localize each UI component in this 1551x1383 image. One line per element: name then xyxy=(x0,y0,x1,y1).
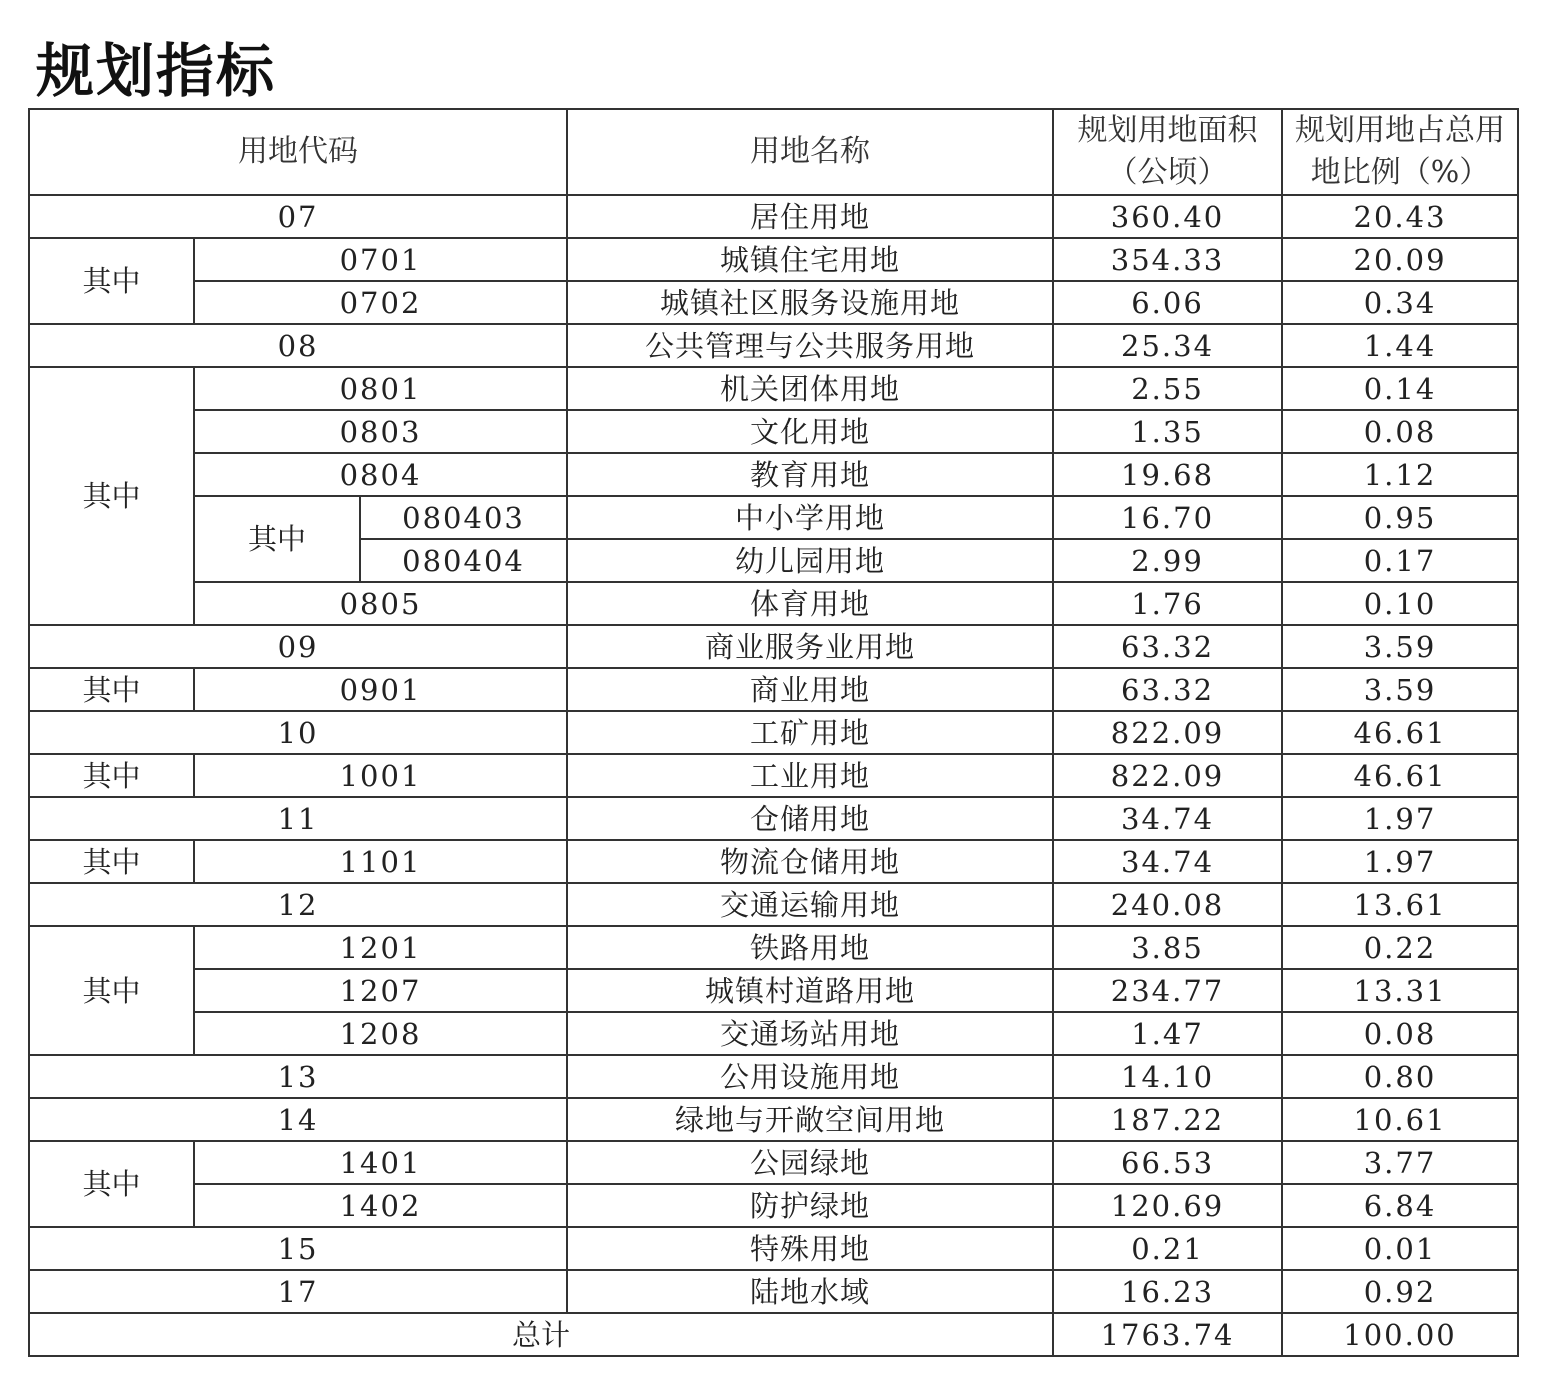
code-cell: 0801 xyxy=(194,367,567,410)
land-use-table xyxy=(28,108,1519,1357)
ratio-cell: 0.34 xyxy=(1282,281,1518,324)
name-cell: 商业服务业用地 xyxy=(567,625,1053,668)
ratio-cell: 0.14 xyxy=(1282,367,1518,410)
area-cell: 2.55 xyxy=(1053,367,1282,410)
table-row xyxy=(29,969,1518,1012)
code-cell: 1402 xyxy=(194,1184,567,1227)
code-cell: 08 xyxy=(29,324,567,367)
table-row xyxy=(29,1270,1518,1313)
code-cell: 0901 xyxy=(194,668,567,711)
name-cell: 绿地与开敞空间用地 xyxy=(567,1098,1053,1141)
area-cell: 360.40 xyxy=(1053,195,1282,238)
code-cell: 17 xyxy=(29,1270,567,1313)
sub-label: 其中 xyxy=(29,840,194,883)
area-cell: 234.77 xyxy=(1053,969,1282,1012)
ratio-cell: 0.01 xyxy=(1282,1227,1518,1270)
area-cell: 120.69 xyxy=(1053,1184,1282,1227)
table-row xyxy=(29,1141,1518,1184)
area-cell: 16.70 xyxy=(1053,496,1282,539)
code-cell: 12 xyxy=(29,883,567,926)
name-cell: 物流仓储用地 xyxy=(567,840,1053,883)
code-cell: 0803 xyxy=(194,410,567,453)
ratio-cell: 3.59 xyxy=(1282,668,1518,711)
code-cell: 080404 xyxy=(360,539,567,582)
table-row xyxy=(29,582,1518,625)
code-cell: 10 xyxy=(29,711,567,754)
code-cell: 1001 xyxy=(194,754,567,797)
ratio-cell: 0.22 xyxy=(1282,926,1518,969)
ratio-cell: 6.84 xyxy=(1282,1184,1518,1227)
table-row xyxy=(29,840,1518,883)
area-cell: 66.53 xyxy=(1053,1141,1282,1184)
name-cell: 工矿用地 xyxy=(567,711,1053,754)
area-cell: 1.47 xyxy=(1053,1012,1282,1055)
name-cell: 城镇住宅用地 xyxy=(567,238,1053,281)
name-cell: 交通运输用地 xyxy=(567,883,1053,926)
table-row xyxy=(29,625,1518,668)
name-cell: 特殊用地 xyxy=(567,1227,1053,1270)
table-row xyxy=(29,1227,1518,1270)
area-cell: 63.32 xyxy=(1053,668,1282,711)
code-cell: 1208 xyxy=(194,1012,567,1055)
total-ratio: 100.00 xyxy=(1282,1313,1518,1356)
table-row xyxy=(29,1184,1518,1227)
ratio-cell: 1.97 xyxy=(1282,797,1518,840)
name-cell: 仓储用地 xyxy=(567,797,1053,840)
total-label: 总计 xyxy=(29,1313,1053,1356)
sub-sub-label: 其中 xyxy=(194,496,360,582)
header-code: 用地代码 xyxy=(29,109,567,195)
area-cell: 1.76 xyxy=(1053,582,1282,625)
name-cell: 公园绿地 xyxy=(567,1141,1053,1184)
name-cell: 城镇村道路用地 xyxy=(567,969,1053,1012)
area-cell: 1.35 xyxy=(1053,410,1282,453)
total-area: 1763.74 xyxy=(1053,1313,1282,1356)
sub-label: 其中 xyxy=(29,926,194,1055)
sub-label: 其中 xyxy=(29,668,194,711)
table-row xyxy=(29,711,1518,754)
table-row xyxy=(29,496,1518,539)
sub-label: 其中 xyxy=(29,238,194,324)
header-name: 用地名称 xyxy=(567,109,1053,195)
ratio-cell: 0.17 xyxy=(1282,539,1518,582)
ratio-cell: 1.44 xyxy=(1282,324,1518,367)
ratio-cell: 13.61 xyxy=(1282,883,1518,926)
area-cell: 187.22 xyxy=(1053,1098,1282,1141)
area-cell: 354.33 xyxy=(1053,238,1282,281)
ratio-cell: 46.61 xyxy=(1282,754,1518,797)
area-cell: 6.06 xyxy=(1053,281,1282,324)
name-cell: 防护绿地 xyxy=(567,1184,1053,1227)
code-cell: 13 xyxy=(29,1055,567,1098)
table-header-row xyxy=(29,109,1518,195)
name-cell: 铁路用地 xyxy=(567,926,1053,969)
area-cell: 16.23 xyxy=(1053,1270,1282,1313)
table-row xyxy=(29,367,1518,410)
name-cell: 中小学用地 xyxy=(567,496,1053,539)
name-cell: 公共管理与公共服务用地 xyxy=(567,324,1053,367)
name-cell: 商业用地 xyxy=(567,668,1053,711)
table-row xyxy=(29,195,1518,238)
name-cell: 公用设施用地 xyxy=(567,1055,1053,1098)
area-cell: 0.21 xyxy=(1053,1227,1282,1270)
code-cell: 0805 xyxy=(194,582,567,625)
table-row xyxy=(29,410,1518,453)
table-row xyxy=(29,281,1518,324)
code-cell: 15 xyxy=(29,1227,567,1270)
name-cell: 城镇社区服务设施用地 xyxy=(567,281,1053,324)
ratio-cell: 0.80 xyxy=(1282,1055,1518,1098)
name-cell: 居住用地 xyxy=(567,195,1053,238)
table-row xyxy=(29,797,1518,840)
area-cell: 34.74 xyxy=(1053,797,1282,840)
header-ratio: 规划用地占总用地比例（%） xyxy=(1282,109,1518,195)
area-cell: 3.85 xyxy=(1053,926,1282,969)
ratio-cell: 1.12 xyxy=(1282,453,1518,496)
code-cell: 080403 xyxy=(360,496,567,539)
header-area: 规划用地面积（公顷） xyxy=(1053,109,1282,195)
code-cell: 1401 xyxy=(194,1141,567,1184)
ratio-cell: 10.61 xyxy=(1282,1098,1518,1141)
name-cell: 体育用地 xyxy=(567,582,1053,625)
ratio-cell: 1.97 xyxy=(1282,840,1518,883)
area-cell: 822.09 xyxy=(1053,754,1282,797)
name-cell: 交通场站用地 xyxy=(567,1012,1053,1055)
sub-label: 其中 xyxy=(29,367,194,625)
ratio-cell: 0.08 xyxy=(1282,410,1518,453)
name-cell: 文化用地 xyxy=(567,410,1053,453)
code-cell: 07 xyxy=(29,195,567,238)
code-cell: 1101 xyxy=(194,840,567,883)
code-cell: 14 xyxy=(29,1098,567,1141)
name-cell: 陆地水域 xyxy=(567,1270,1053,1313)
table-row xyxy=(29,1012,1518,1055)
ratio-cell: 3.77 xyxy=(1282,1141,1518,1184)
area-cell: 19.68 xyxy=(1053,453,1282,496)
area-cell: 2.99 xyxy=(1053,539,1282,582)
ratio-cell: 0.92 xyxy=(1282,1270,1518,1313)
table-row xyxy=(29,883,1518,926)
area-cell: 14.10 xyxy=(1053,1055,1282,1098)
table-row xyxy=(29,1055,1518,1098)
sub-label: 其中 xyxy=(29,1141,194,1227)
ratio-cell: 0.95 xyxy=(1282,496,1518,539)
total-row xyxy=(29,1313,1518,1356)
sub-label: 其中 xyxy=(29,754,194,797)
code-cell: 0702 xyxy=(194,281,567,324)
area-cell: 25.34 xyxy=(1053,324,1282,367)
ratio-cell: 0.08 xyxy=(1282,1012,1518,1055)
ratio-cell: 0.10 xyxy=(1282,582,1518,625)
name-cell: 机关团体用地 xyxy=(567,367,1053,410)
table-row xyxy=(29,453,1518,496)
table-row xyxy=(29,754,1518,797)
ratio-cell: 3.59 xyxy=(1282,625,1518,668)
code-cell: 09 xyxy=(29,625,567,668)
code-cell: 1201 xyxy=(194,926,567,969)
code-cell: 0804 xyxy=(194,453,567,496)
code-cell: 0701 xyxy=(194,238,567,281)
table-row xyxy=(29,324,1518,367)
name-cell: 幼儿园用地 xyxy=(567,539,1053,582)
area-cell: 240.08 xyxy=(1053,883,1282,926)
code-cell: 1207 xyxy=(194,969,567,1012)
area-cell: 34.74 xyxy=(1053,840,1282,883)
table-row xyxy=(29,1098,1518,1141)
area-cell: 822.09 xyxy=(1053,711,1282,754)
code-cell: 11 xyxy=(29,797,567,840)
table-row xyxy=(29,926,1518,969)
ratio-cell: 13.31 xyxy=(1282,969,1518,1012)
ratio-cell: 46.61 xyxy=(1282,711,1518,754)
name-cell: 教育用地 xyxy=(567,453,1053,496)
ratio-cell: 20.43 xyxy=(1282,195,1518,238)
area-cell: 63.32 xyxy=(1053,625,1282,668)
name-cell: 工业用地 xyxy=(567,754,1053,797)
table-row xyxy=(29,668,1518,711)
ratio-cell: 20.09 xyxy=(1282,238,1518,281)
table-row xyxy=(29,238,1518,281)
page-title: 规划指标 xyxy=(36,37,277,105)
